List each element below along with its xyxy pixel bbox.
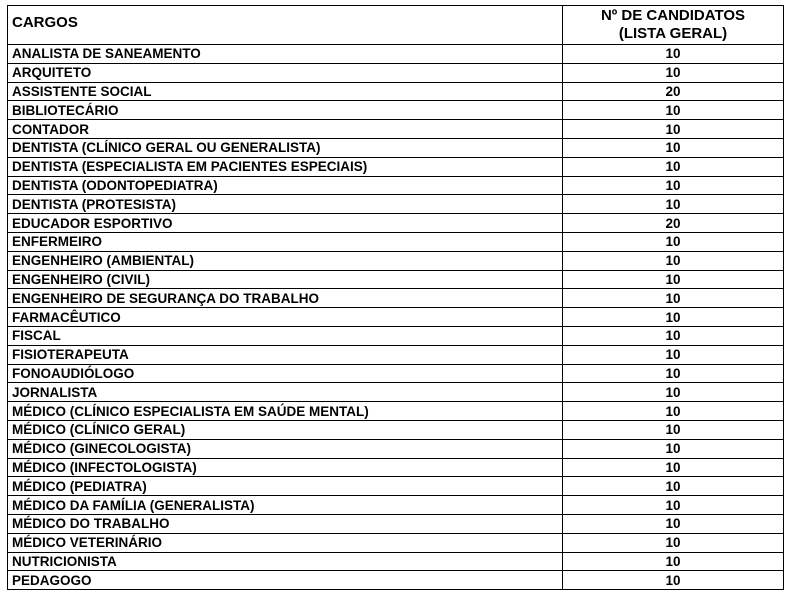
candidatos-cell: 10 bbox=[563, 157, 784, 176]
table-row bbox=[8, 308, 784, 327]
cargo-cell: CONTADOR bbox=[8, 120, 563, 139]
table-row bbox=[8, 364, 784, 383]
candidatos-cell: 10 bbox=[563, 383, 784, 402]
candidatos-cell: 10 bbox=[563, 326, 784, 345]
cargo-cell: FARMACÊUTICO bbox=[8, 308, 563, 327]
candidatos-cell: 10 bbox=[563, 345, 784, 364]
candidatos-cell: 10 bbox=[563, 251, 784, 270]
cargo-cell: MÉDICO VETERINÁRIO bbox=[8, 533, 563, 552]
table-header bbox=[8, 6, 784, 45]
candidatos-cell: 10 bbox=[563, 232, 784, 251]
cargo-cell: MÉDICO DO TRABALHO bbox=[8, 514, 563, 533]
candidatos-cell: 10 bbox=[563, 496, 784, 515]
header-candidatos-line2: (LISTA GERAL) bbox=[618, 25, 728, 42]
candidatos-cell: 10 bbox=[563, 63, 784, 82]
cargo-cell: ANALISTA DE SANEAMENTO bbox=[8, 45, 563, 64]
table-row bbox=[8, 326, 784, 345]
cargo-cell: ENGENHEIRO (CIVIL) bbox=[8, 270, 563, 289]
table-row bbox=[8, 82, 784, 101]
table-row bbox=[8, 289, 784, 308]
table-row bbox=[8, 383, 784, 402]
cargo-cell: MÉDICO (CLÍNICO GERAL) bbox=[8, 420, 563, 439]
cargo-cell: BIBLIOTECÁRIO bbox=[8, 101, 563, 120]
cargo-cell: FISIOTERAPEUTA bbox=[8, 345, 563, 364]
table-row bbox=[8, 420, 784, 439]
candidatos-cell: 10 bbox=[563, 364, 784, 383]
table-row bbox=[8, 232, 784, 251]
cargo-cell: EDUCADOR ESPORTIVO bbox=[8, 214, 563, 233]
candidatos-cell: 10 bbox=[563, 439, 784, 458]
candidatos-cell: 10 bbox=[563, 289, 784, 308]
cargo-cell: ENGENHEIRO (AMBIENTAL) bbox=[8, 251, 563, 270]
cargo-cell: MÉDICO (CLÍNICO ESPECIALISTA EM SAÚDE MENTAL) bbox=[8, 402, 563, 421]
candidatos-cell: 10 bbox=[563, 420, 784, 439]
candidatos-cell: 10 bbox=[563, 195, 784, 214]
candidatos-cell: 10 bbox=[563, 514, 784, 533]
candidatos-cell: 10 bbox=[563, 458, 784, 477]
candidatos-cell: 20 bbox=[563, 214, 784, 233]
candidatos-cell: 10 bbox=[563, 138, 784, 157]
cargos-table bbox=[7, 5, 784, 590]
table-row bbox=[8, 157, 784, 176]
header-candidatos bbox=[563, 6, 784, 45]
table-row bbox=[8, 214, 784, 233]
candidatos-cell: 10 bbox=[563, 308, 784, 327]
table-row bbox=[8, 552, 784, 571]
table-row bbox=[8, 439, 784, 458]
table-row bbox=[8, 496, 784, 515]
cargo-cell: ASSISTENTE SOCIAL bbox=[8, 82, 563, 101]
candidatos-cell: 10 bbox=[563, 270, 784, 289]
cargo-cell: PEDAGOGO bbox=[8, 571, 563, 590]
candidatos-cell: 10 bbox=[563, 571, 784, 590]
cargo-cell: DENTISTA (CLÍNICO GERAL OU GENERALISTA) bbox=[8, 138, 563, 157]
table-row bbox=[8, 176, 784, 195]
candidatos-cell: 10 bbox=[563, 477, 784, 496]
candidatos-cell: 10 bbox=[563, 45, 784, 64]
candidatos-cell: 10 bbox=[563, 533, 784, 552]
candidatos-cell: 10 bbox=[563, 101, 784, 120]
cargo-cell: ENGENHEIRO DE SEGURANÇA DO TRABALHO bbox=[8, 289, 563, 308]
cargo-cell: DENTISTA (ESPECIALISTA EM PACIENTES ESPECIAIS) bbox=[8, 157, 563, 176]
table-row bbox=[8, 138, 784, 157]
table-row bbox=[8, 402, 784, 421]
cargo-cell: JORNALISTA bbox=[8, 383, 563, 402]
table-row bbox=[8, 195, 784, 214]
table-body bbox=[8, 45, 784, 590]
table-row bbox=[8, 270, 784, 289]
candidatos-cell: 10 bbox=[563, 176, 784, 195]
table-row bbox=[8, 533, 784, 552]
cargo-cell: DENTISTA (PROTESISTA) bbox=[8, 195, 563, 214]
table-row bbox=[8, 345, 784, 364]
cargo-cell: NUTRICIONISTA bbox=[8, 552, 563, 571]
header-row bbox=[8, 6, 784, 45]
candidatos-cell: 20 bbox=[563, 82, 784, 101]
table-row bbox=[8, 458, 784, 477]
candidatos-cell: 10 bbox=[563, 552, 784, 571]
cargo-cell: MÉDICO (PEDIATRA) bbox=[8, 477, 563, 496]
cargo-cell: MÉDICO (INFECTOLOGISTA) bbox=[8, 458, 563, 477]
cargo-cell: FONOAUDIÓLOGO bbox=[8, 364, 563, 383]
table-row bbox=[8, 477, 784, 496]
cargo-cell: ARQUITETO bbox=[8, 63, 563, 82]
cargo-cell: DENTISTA (ODONTOPEDIATRA) bbox=[8, 176, 563, 195]
candidatos-cell: 10 bbox=[563, 402, 784, 421]
table-row bbox=[8, 571, 784, 590]
table-row bbox=[8, 45, 784, 64]
table-row bbox=[8, 63, 784, 82]
table-row bbox=[8, 120, 784, 139]
table-row bbox=[8, 101, 784, 120]
cargo-cell: MÉDICO DA FAMÍLIA (GENERALISTA) bbox=[8, 496, 563, 515]
header-cargos: CARGOS bbox=[8, 6, 563, 45]
table-row bbox=[8, 251, 784, 270]
cargo-cell: FISCAL bbox=[8, 326, 563, 345]
table-row bbox=[8, 514, 784, 533]
header-candidatos-line1: Nº DE CANDIDATOS bbox=[600, 7, 746, 24]
candidatos-cell: 10 bbox=[563, 120, 784, 139]
cargo-cell: ENFERMEIRO bbox=[8, 232, 563, 251]
cargo-cell: MÉDICO (GINECOLOGISTA) bbox=[8, 439, 563, 458]
